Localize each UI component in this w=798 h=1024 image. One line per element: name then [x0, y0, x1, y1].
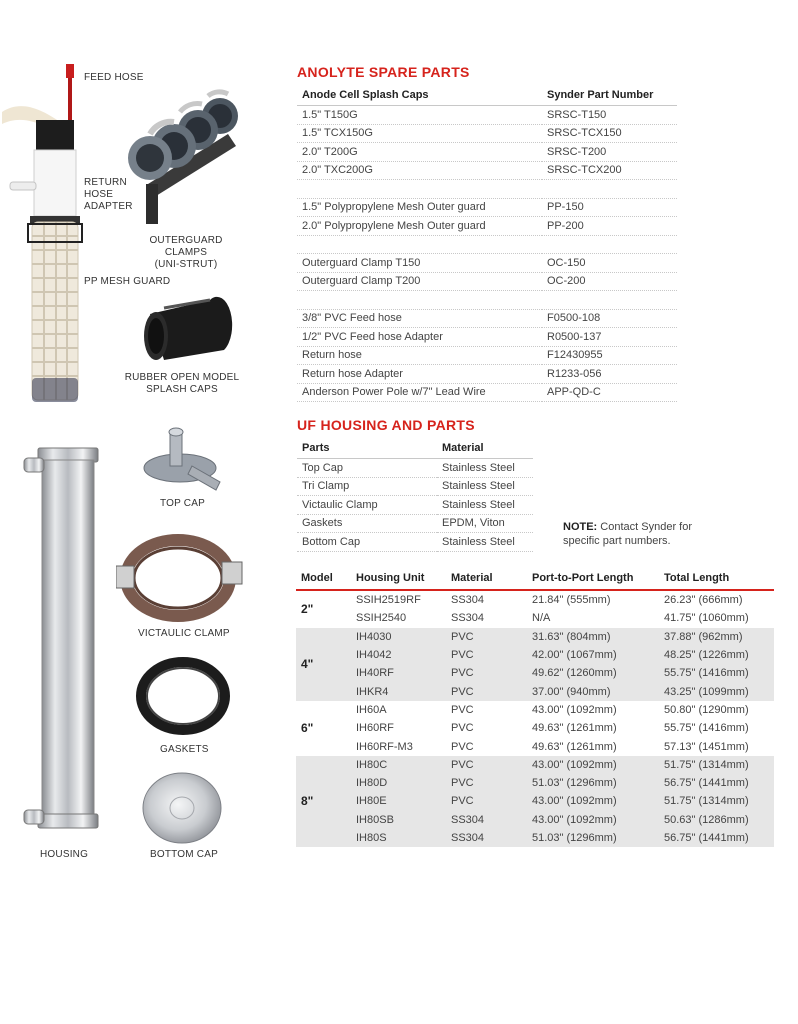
- port-length-cell: 49.63" (1261mm): [532, 740, 617, 753]
- anolyte-row: [297, 365, 677, 384]
- anolyte-number-cell: SRSC-TCX150: [542, 124, 677, 143]
- total-length-cell: 50.63" (1286mm): [659, 811, 774, 829]
- total-length-cell: 56.75" (1441mm): [659, 774, 774, 792]
- model-cell: 4": [296, 628, 351, 701]
- anolyte-number-cell: F0500-108: [542, 309, 677, 328]
- port-length-cell: 43.00" (1092mm): [527, 811, 659, 829]
- uf-header-material: Material: [437, 440, 533, 459]
- anolyte-row: [297, 161, 677, 180]
- uf-parts-table: [297, 440, 533, 552]
- housing-row: [296, 628, 774, 646]
- material-cell: PVC: [451, 722, 474, 735]
- anolyte-row: [297, 291, 677, 310]
- anolyte-row: [297, 272, 677, 291]
- housing-unit-cell: IH80C: [351, 756, 446, 774]
- material-cell: PVC: [446, 646, 527, 664]
- bottom-cap-label: BOTTOM CAP: [150, 849, 218, 860]
- port-length-cell: 43.00" (1092mm): [527, 792, 659, 810]
- material-cell: PVC: [451, 703, 474, 716]
- port-length-cell: 51.03" (1296mm): [527, 774, 659, 792]
- anolyte-number-cell: OC-200: [542, 272, 677, 291]
- ht-header-unit: Housing Unit: [351, 570, 446, 590]
- total-length-cell: 43.25" (1099mm): [659, 682, 774, 700]
- housing-row: [296, 756, 774, 774]
- uf-row: [297, 514, 533, 533]
- housing-unit-cell: IH60A: [356, 703, 387, 716]
- port-length-cell: N/A: [532, 612, 551, 625]
- anolyte-part-cell: 1.5" T150G: [297, 106, 542, 125]
- anolyte-part-cell: [297, 180, 542, 199]
- total-length-cell: 48.25" (1226mm): [659, 646, 774, 664]
- anolyte-part-cell: 2.0" Polypropylene Mesh Outer guard: [297, 217, 542, 236]
- housing-row: [296, 792, 774, 810]
- model-group: [296, 701, 774, 756]
- uf-part-cell: Bottom Cap: [297, 533, 437, 552]
- anolyte-number-cell: F12430955: [542, 346, 677, 365]
- model-cell: 2": [301, 602, 314, 617]
- gasket-image: [136, 656, 230, 736]
- port-length-cell: 49.62" (1260mm): [527, 664, 659, 682]
- total-length-cell: 51.75" (1314mm): [659, 792, 774, 810]
- anolyte-part-cell: Outerguard Clamp T200: [297, 272, 542, 291]
- housing-row: [296, 719, 774, 737]
- anolyte-part-cell: Return hose Adapter: [297, 365, 542, 384]
- anolyte-part-cell: 2.0" T200G: [297, 143, 542, 162]
- port-length-cell: 49.63" (1261mm): [532, 722, 617, 735]
- uf-row: [297, 496, 533, 515]
- anolyte-number-cell: [542, 291, 677, 310]
- housing-row: [296, 737, 774, 755]
- anolyte-row: [297, 328, 677, 347]
- bottom-cap-image: [140, 770, 224, 846]
- ht-header-total: Total Length: [659, 570, 774, 590]
- uf-row: [297, 459, 533, 478]
- anolyte-part-cell: [297, 235, 542, 254]
- material-cell: SS304: [451, 594, 485, 607]
- housing-row: [296, 774, 774, 792]
- housing-row: [296, 646, 774, 664]
- anode-cell-image: [0, 60, 120, 410]
- material-cell: PVC: [446, 756, 527, 774]
- housing-unit-cell: IHKR4: [351, 682, 446, 700]
- uf-header-parts: Parts: [297, 440, 437, 459]
- anolyte-row: [297, 180, 677, 199]
- housing-row: [296, 682, 774, 700]
- feed-hose-label: FEED HOSE: [84, 72, 144, 83]
- port-length-cell: 43.00" (1092mm): [532, 703, 617, 716]
- total-length-cell: 57.13" (1451mm): [664, 740, 749, 753]
- anolyte-header-part: Anode Cell Splash Caps: [297, 87, 542, 106]
- material-cell: SS304: [451, 612, 485, 625]
- housing-unit-cell: IH80S: [351, 829, 446, 847]
- housing-table: [296, 570, 774, 847]
- anolyte-part-cell: 2.0" TXC200G: [297, 161, 542, 180]
- housing-unit-cell: IH4042: [351, 646, 446, 664]
- uf-row: [297, 533, 533, 552]
- model-group: [296, 628, 774, 701]
- anolyte-row: [297, 106, 677, 125]
- anolyte-row: [297, 309, 677, 328]
- anolyte-title: ANOLYTE SPARE PARTS: [297, 64, 470, 80]
- uf-material-cell: Stainless Steel: [437, 459, 533, 478]
- model-cell: 8": [296, 756, 351, 847]
- housing-unit-cell: IH60RF-M3: [356, 740, 413, 753]
- housing-row: [296, 811, 774, 829]
- housing-row: [296, 701, 774, 719]
- anolyte-row: [297, 217, 677, 236]
- anolyte-number-cell: OC-150: [542, 254, 677, 273]
- anolyte-part-cell: 1.5" Polypropylene Mesh Outer guard: [297, 198, 542, 217]
- anolyte-number-cell: SRSC-T150: [542, 106, 677, 125]
- port-length-cell: 37.00" (940mm): [527, 682, 659, 700]
- anolyte-row: [297, 198, 677, 217]
- anolyte-part-cell: Outerguard Clamp T150: [297, 254, 542, 273]
- housing-unit-cell: IH80D: [351, 774, 446, 792]
- anolyte-number-cell: [542, 180, 677, 199]
- material-cell: SS304: [446, 811, 527, 829]
- uf-part-cell: Top Cap: [297, 459, 437, 478]
- anolyte-number-cell: R1233-056: [542, 365, 677, 384]
- port-length-cell: 43.00" (1092mm): [527, 756, 659, 774]
- outerguard-clamps-image: [128, 88, 254, 230]
- anolyte-number-cell: SRSC-TCX200: [542, 161, 677, 180]
- anolyte-part-cell: 1.5" TCX150G: [297, 124, 542, 143]
- uf-title: UF HOUSING AND PARTS: [297, 417, 475, 433]
- top-cap-label: TOP CAP: [160, 498, 205, 509]
- housing-unit-cell: SSIH2540: [356, 612, 407, 625]
- material-cell: PVC: [446, 792, 527, 810]
- anolyte-table: [297, 87, 677, 402]
- total-length-cell: 56.75" (1441mm): [659, 829, 774, 847]
- total-length-cell: 55.75" (1416mm): [664, 722, 749, 735]
- material-cell: PVC: [451, 740, 474, 753]
- port-length-cell: 21.84" (555mm): [532, 594, 611, 607]
- note-bold: NOTE:: [563, 521, 598, 533]
- material-cell: PVC: [446, 628, 527, 646]
- anolyte-part-cell: Return hose: [297, 346, 542, 365]
- uf-material-cell: Stainless Steel: [437, 496, 533, 515]
- housing-row: [296, 829, 774, 847]
- housing-label: HOUSING: [40, 849, 89, 860]
- rubber-splash-cap-image: [140, 292, 236, 364]
- port-length-cell: 31.63" (804mm): [527, 628, 659, 646]
- total-length-cell: 26.23" (666mm): [664, 594, 743, 607]
- total-length-cell: 50.80" (1290mm): [664, 703, 749, 716]
- ht-header-model: Model: [296, 570, 351, 590]
- anolyte-number-cell: [542, 235, 677, 254]
- uf-material-cell: Stainless Steel: [437, 477, 533, 496]
- ht-header-port: Port-to-Port Length: [527, 570, 659, 590]
- anolyte-part-cell: Anderson Power Pole w/7" Lead Wire: [297, 383, 542, 402]
- uf-material-cell: Stainless Steel: [437, 533, 533, 552]
- anolyte-number-cell: PP-150: [542, 198, 677, 217]
- anolyte-number-cell: SRSC-T200: [542, 143, 677, 162]
- anolyte-number-cell: R0500-137: [542, 328, 677, 347]
- model-cell: 6": [301, 721, 314, 736]
- total-length-cell: 55.75" (1416mm): [659, 664, 774, 682]
- port-length-cell: 42.00" (1067mm): [527, 646, 659, 664]
- ht-header-material: Material: [446, 570, 527, 590]
- total-length-cell: 37.88" (962mm): [659, 628, 774, 646]
- pp-mesh-guard-label: PP MESH GUARD: [84, 276, 171, 287]
- port-length-cell: 51.03" (1296mm): [527, 829, 659, 847]
- model-group: [296, 756, 774, 847]
- housing-unit-cell: IH40RF: [351, 664, 446, 682]
- anolyte-row: [297, 346, 677, 365]
- anolyte-row: [297, 235, 677, 254]
- total-length-cell: 51.75" (1314mm): [659, 756, 774, 774]
- anolyte-header-number: Synder Part Number: [542, 87, 677, 106]
- outerguard-clamps-label: OUTERGUARD CLAMPS (UNI-STRUT): [149, 235, 223, 270]
- material-cell: PVC: [446, 664, 527, 682]
- housing-row: [296, 664, 774, 682]
- uf-row: [297, 477, 533, 496]
- note-text-2: specific part numbers.: [563, 535, 671, 547]
- housing-unit-cell: IH60RF: [356, 722, 394, 735]
- anolyte-row: [297, 383, 677, 402]
- gaskets-label: GASKETS: [160, 744, 209, 755]
- housing-unit-cell: IH4030: [351, 628, 446, 646]
- uf-material-cell: EPDM, Viton: [437, 514, 533, 533]
- model-group: [296, 590, 774, 628]
- anolyte-row: [297, 124, 677, 143]
- anolyte-part-cell: [297, 291, 542, 310]
- housing-image: [22, 444, 108, 840]
- note-text: Contact Synder for: [597, 521, 693, 533]
- housing-row: [296, 609, 774, 627]
- housing-unit-cell: IH80E: [351, 792, 446, 810]
- material-cell: PVC: [446, 682, 527, 700]
- uf-part-cell: Gaskets: [297, 514, 437, 533]
- anolyte-number-cell: APP-QD-C: [542, 383, 677, 402]
- housing-row: [296, 590, 774, 609]
- housing-unit-cell: SSIH2519RF: [356, 594, 421, 607]
- victaulic-clamp-label: VICTAULIC CLAMP: [138, 628, 230, 639]
- uf-part-cell: Tri Clamp: [297, 477, 437, 496]
- return-hose-adapter-label: RETURN HOSE ADAPTER: [84, 177, 133, 212]
- housing-unit-cell: IH80SB: [351, 811, 446, 829]
- anolyte-number-cell: PP-200: [542, 217, 677, 236]
- rubber-caps-label: RUBBER OPEN MODEL SPLASH CAPS: [124, 372, 240, 395]
- victaulic-clamp-image: [116, 530, 244, 624]
- contact-note: [563, 520, 692, 548]
- uf-part-cell: Victaulic Clamp: [297, 496, 437, 515]
- anolyte-part-cell: 1/2" PVC Feed hose Adapter: [297, 328, 542, 347]
- anolyte-row: [297, 254, 677, 273]
- total-length-cell: 41.75" (1060mm): [664, 612, 749, 625]
- material-cell: PVC: [446, 774, 527, 792]
- anolyte-row: [297, 143, 677, 162]
- top-cap-image: [140, 424, 228, 496]
- anolyte-part-cell: 3/8" PVC Feed hose: [297, 309, 542, 328]
- material-cell: SS304: [446, 829, 527, 847]
